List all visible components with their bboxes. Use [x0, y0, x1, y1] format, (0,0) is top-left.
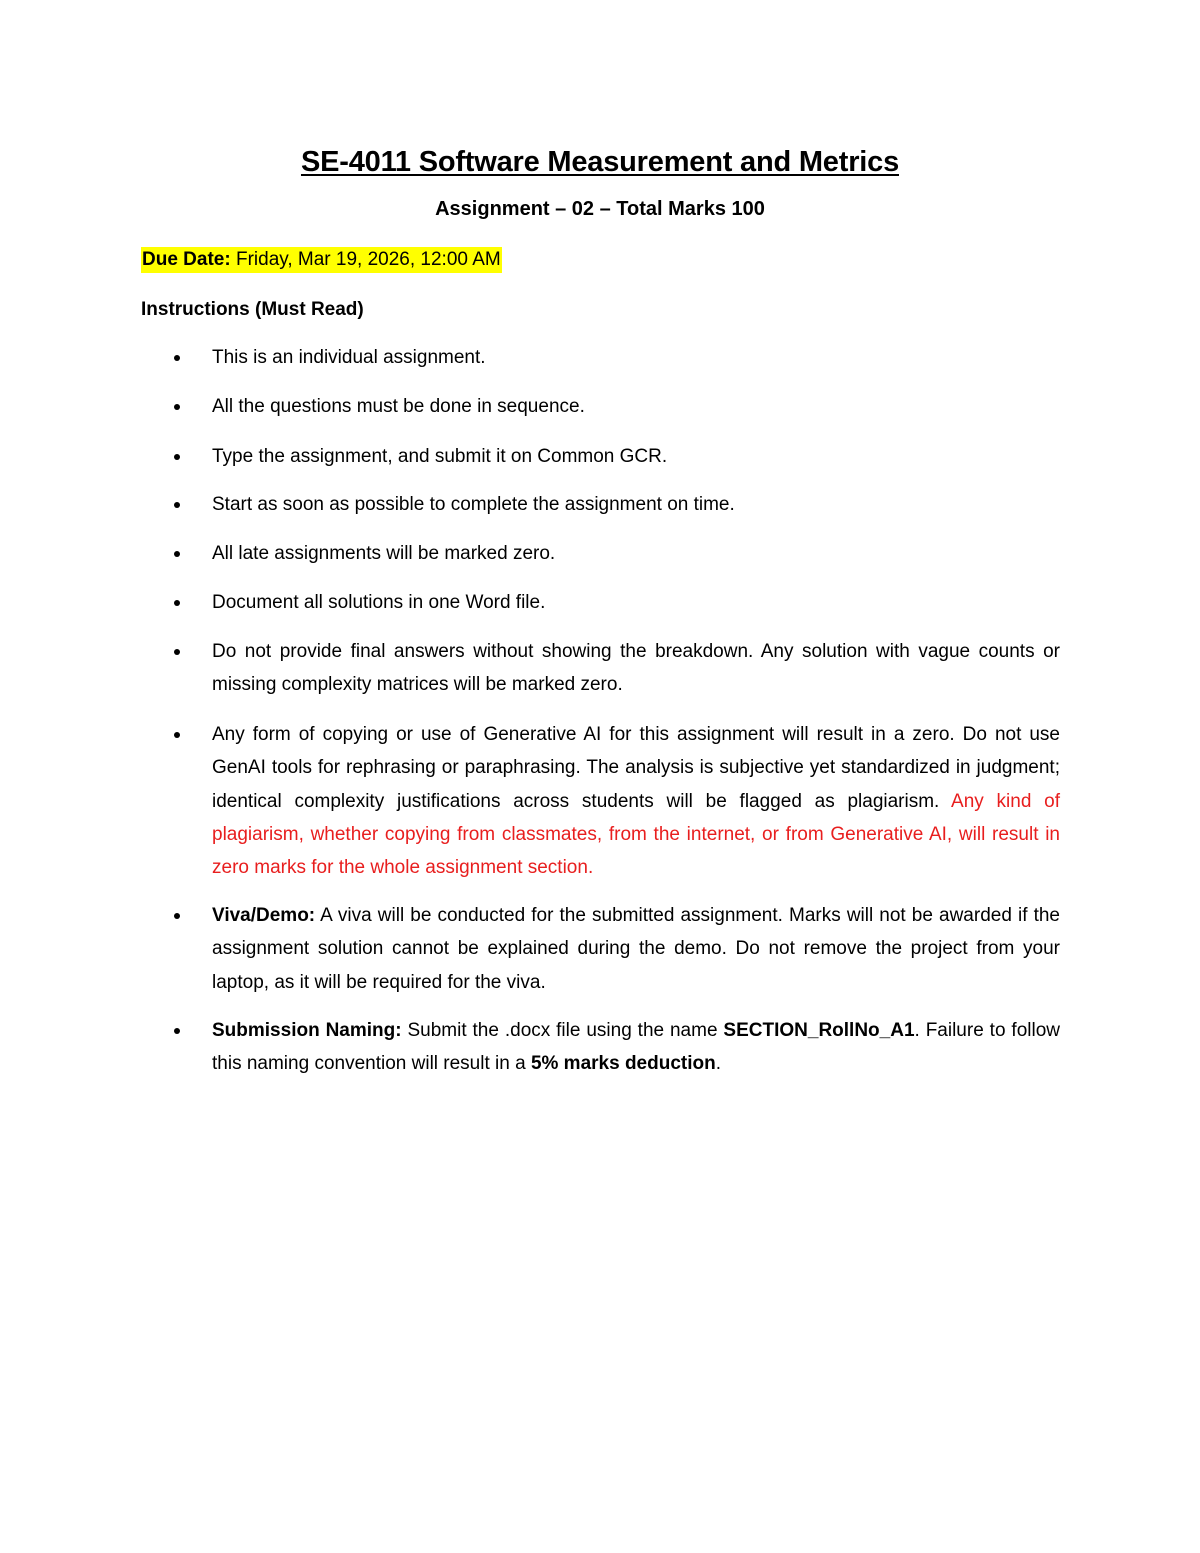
list-item-text: Any form of copying or use of Generative AI for this assignment will result in a zero. Do not use GenAI tools for rephrasing or paraphrasing. The analysis is subjective yet standardized in judgment; identical complexity justifications across students will be flagged as plagiarism.: [212, 724, 1060, 812]
list-item: [212, 537, 1060, 570]
filename-format: SECTION_RollNo_A1: [723, 1020, 915, 1041]
list-item-text: A viva will be conducted for the submitted assignment. Marks will not be awarded if the assignment solution cannot be explained during the demo. Do not remove the project from your laptop, as it will be required for the viva.: [212, 905, 1060, 993]
document-subtitle: Assignment – 02 – Total Marks 100: [435, 198, 765, 220]
list-item-text: All late assignments will be marked zero.: [212, 543, 556, 564]
list-item: [212, 341, 1060, 374]
viva-demo-label: Viva/Demo:: [212, 905, 316, 926]
list-item: [212, 899, 1060, 999]
list-item-text: .: [715, 1053, 721, 1075]
bullet-icon: [174, 732, 180, 738]
plagiarism-warning: Any kind of plagiarism, whether copying from classmates, from the internet, or from Generative AI, will result in zero marks for the whole assignment section.: [212, 790, 1061, 879]
due-date-line: [141, 249, 502, 271]
list-item: [212, 390, 1060, 423]
list-item-text: All the questions must be done in sequence.: [212, 396, 585, 417]
submission-naming-label: Submission Naming:: [212, 1020, 402, 1041]
list-item-text: Do not provide final answers without showing the breakdown. Any solution with vague counts or missing complexity matrices will be marked zero.: [212, 641, 1060, 696]
list-item: [212, 718, 1060, 884]
due-date-value: Friday, Mar 19, 2026, 12:00 AM: [230, 249, 501, 270]
list-item-text: This is an individual assignment.: [212, 347, 486, 368]
list-item-text: Type the assignment, and submit it on Common GCR.: [212, 446, 668, 467]
instructions-heading: Instructions (Must Read): [141, 299, 364, 320]
list-item: [212, 1014, 1060, 1081]
list-item: [212, 488, 1060, 521]
list-item-text: . Failure to follow this naming convention will result in a: [212, 1020, 1060, 1075]
bullet-icon: [174, 355, 180, 361]
list-item: [212, 440, 1060, 473]
bullet-icon: [174, 404, 180, 410]
due-date-label: Due Date:: [142, 249, 231, 270]
due-date-highlight: [141, 247, 502, 273]
list-item-text: Document all solutions in one Word file.: [212, 592, 546, 613]
bullet-icon: [174, 913, 180, 919]
bullet-icon: [174, 1028, 180, 1034]
deduction-amount: 5% marks deduction: [530, 1053, 716, 1075]
list-item: [212, 586, 1060, 619]
bullet-icon: [174, 649, 180, 655]
bullet-icon: [174, 502, 180, 508]
list-item-text: Start as soon as possible to complete the assignment on time.: [212, 494, 735, 515]
bullet-icon: [174, 551, 180, 557]
bullet-icon: [174, 600, 180, 606]
document-title: SE-4011 Software Measurement and Metrics: [300, 146, 899, 178]
bullet-icon: [174, 454, 180, 460]
list-item-text: Submit the .docx file using the name: [401, 1020, 724, 1041]
list-item: [212, 635, 1060, 702]
